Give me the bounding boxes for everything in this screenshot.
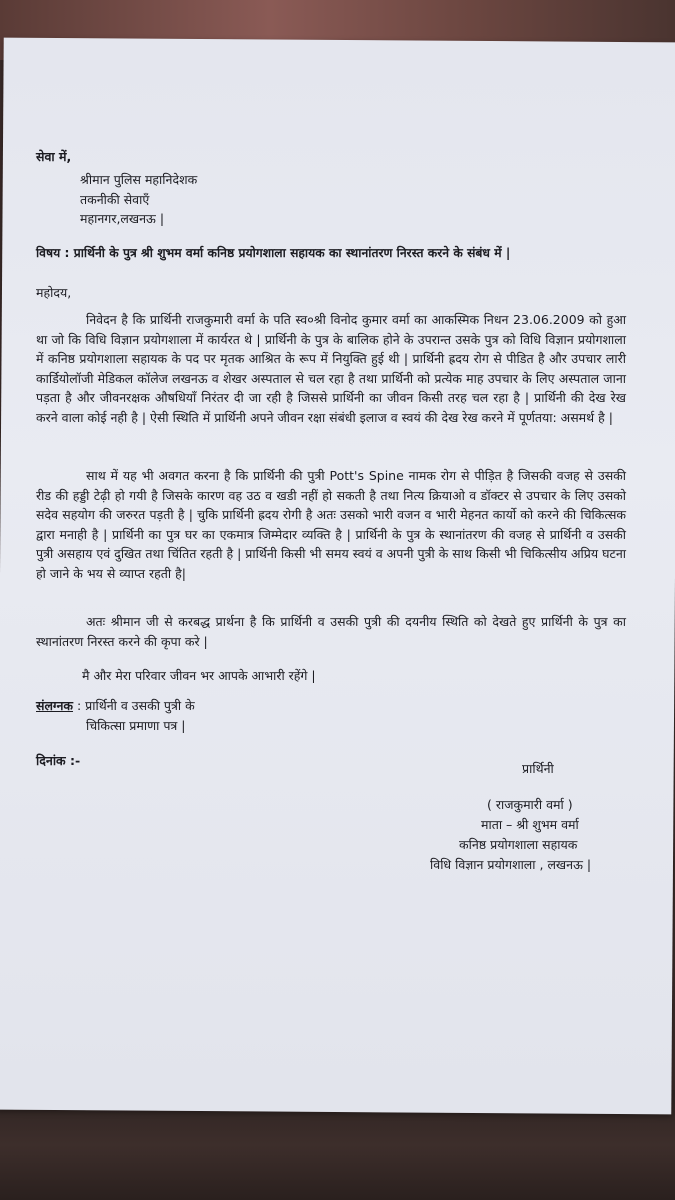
- paragraph-2: साथ में यह भी अवगत करना है कि प्रार्थिनी की पुत्री Pott's Spine नामक रोग से पीड़ित है जिसकी वजह से उसकी रीड की हड्डी टेढ़ी हो गयी है जिसके कारण वह उठ व खडी नहीं हो सकती है तथा नित्य क्रियाओ व डॉक्टर से उपचार के लिए उसको सदेव सहयोग की जरुरत पड़ती है | चुकि प्रार्थिनी ह्रदय रोगी है अतः उसको भारी वजन व भारी मेहनत कार्यो को करने की चिकित्सक द्वारा मनाही है | प्रार्थिनी का पुत्र घर का एकमात्र जिम्मेदार व्यक्ति है | प्रार्थिनी के पुत्र के स्थानांतरण की वजह से प्रार्थिनी व उसकी पुत्री असहाय एवं दुखित तथा चिंतित रहती है | प्रार्थिनी किसी भी समय स्वयं व अपनी पुत्री के साथ किसी भी चिकित्सीय अप्रिय घटना हो जाने के भय से व्याप्त रहती है|: [36, 468, 626, 581]
- subject-text: प्रार्थिनी के पुत्र श्री शुभम वर्मा कनिष्ठ प्रयोगशाला सहायक का स्थानांतरण निरस्त करने के संबंध में |: [73, 246, 511, 260]
- paragraph-1: निवेदन है कि प्रार्थिनी राजकुमारी वर्मा के पति स्व०श्री विनोद कुमार वर्मा का आकस्मिक निधन 23.06.2009 को हुआ था जो कि विधि विज्ञान प्रयोगशाला में कार्यरत थे | प्रार्थिनी के पुत्र के बालिक होने के उपरान्त उसके पुत्र को विधि विज्ञान प्रयोगशाला में कनिष्ठ प्रयोगशाला सहायक के पद पर मृतक आश्रित के रूप में नियुक्ति हुई थी | प्रार्थिनी ह्रदय रोग से पीडित है और उपचार लारी कार्डियोलॉजी मेडिकल कॉलेज लखनऊ व शेखर अस्पताल से चल रहा है तथा प्रार्थिनी को प्रत्येक माह उपचार के लिए अस्पताल जाना पड़ता है और जीवनरक्षक औषधियाँ निरंतर दी जा रही है जिससे प्रार्थिनी का जीवन किसी तरह चल रहा है | प्रार्थिनी की देख रेख करने वाला कोई नही है | ऐसी स्थिति में प्रार्थिनी अपने जीवन रक्षा संबंधी इलाज व स्वयं की देख रेख करने में पूर्णतया: असमर्थ है |: [36, 312, 626, 425]
- addressee-line-2: तकनीकी सेवाएँ: [80, 192, 150, 207]
- salutation: सेवा में,: [36, 149, 72, 164]
- enclosure: [36, 697, 195, 714]
- addressee-line-3: महानगर,लखनऊ |: [80, 211, 165, 226]
- greeting: महोदय,: [36, 285, 72, 300]
- enclosure-label: संलग्नक: [36, 698, 73, 713]
- paragraph-3: अतः श्रीमान जी से करबद्ध प्रार्थना है कि प्रार्थिनी व उसकी पुत्री की दयनीय स्थिति को देखते हुए प्रार्थिनी के पुत्र का स्थानांतरण निरस्त करने की कृपा करे |: [36, 614, 626, 649]
- signature-name: ( राजकुमारी वर्मा ): [487, 797, 573, 812]
- enclosure-line-2: चिकित्सा प्रमाणा पत्र |: [86, 718, 186, 733]
- enclosure-line-1: : प्रार्थिनी व उसकी पुत्री के: [76, 698, 195, 713]
- signature-relation: माता – श्री शुभम वर्मा: [481, 817, 579, 832]
- subject-label: विषय :: [36, 246, 70, 260]
- signature-designation: कनिष्ठ प्रयोगशाला सहायक: [459, 837, 578, 852]
- addressee-line-1: श्रीमान पुलिस महानिदेशक: [80, 172, 198, 187]
- date-label: दिनांक :-: [36, 753, 81, 768]
- subject: [36, 244, 510, 261]
- paragraph-4: मै और मेरा परिवार जीवन भर आपके आभारी रहेंगे |: [82, 668, 316, 683]
- signature-title: प्रार्थिनी: [522, 761, 554, 776]
- signature-office: विधि विज्ञान प्रयोगशाला , लखनऊ |: [430, 857, 592, 872]
